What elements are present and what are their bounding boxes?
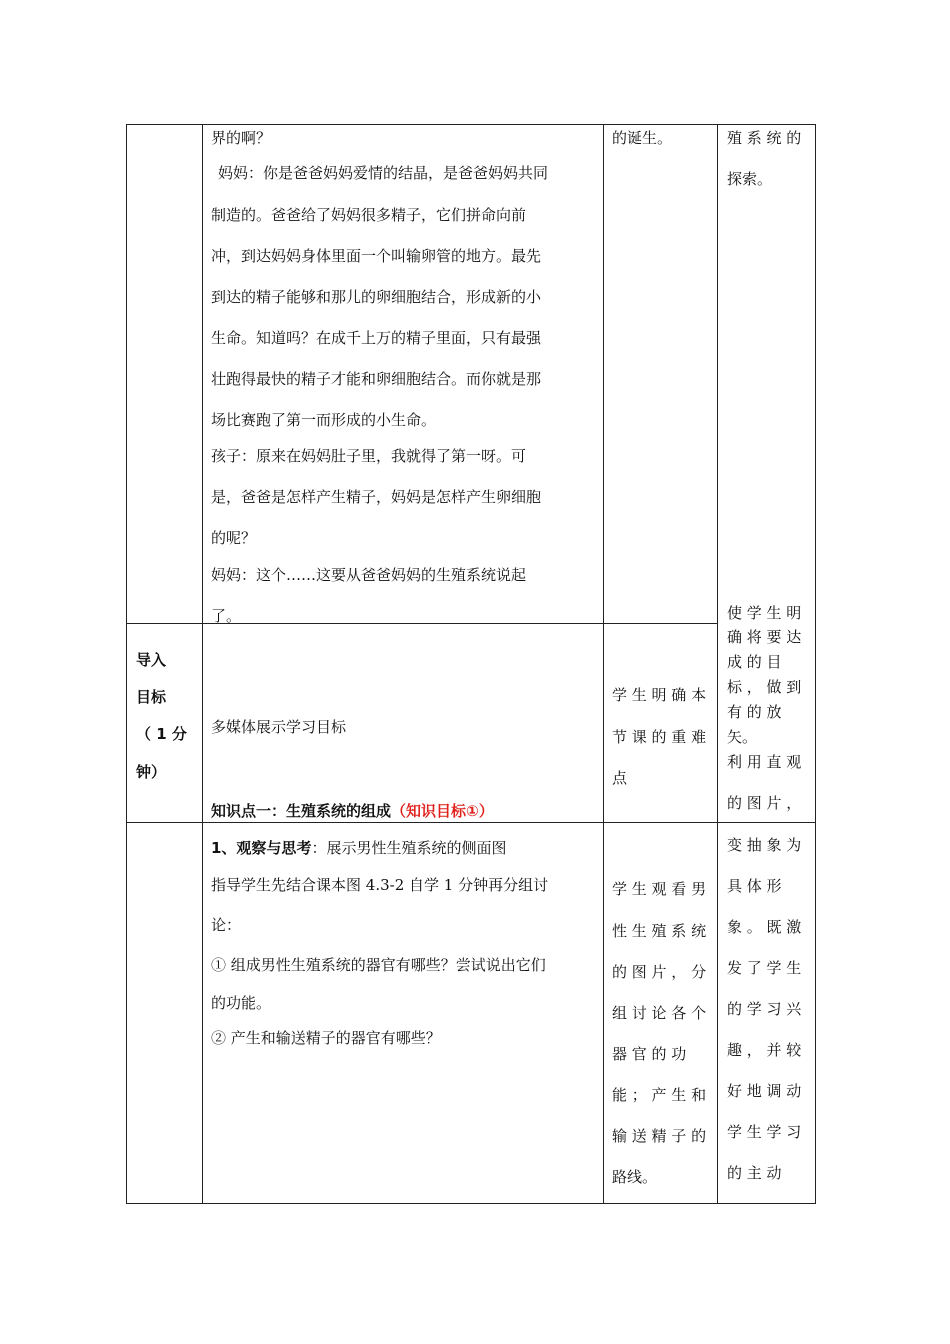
row3-col4-text: 具 体 形 bbox=[727, 877, 782, 895]
row3-instruction: 指导学生先结合课本图 4.3-2 自学 1 分钟再分组讨 bbox=[211, 876, 549, 894]
row-divider-2 bbox=[126, 822, 816, 823]
row3-col3-text: 能 ； 产 生 和 bbox=[612, 1086, 707, 1104]
row3-col4-text: 的 学 习 兴 bbox=[727, 1000, 802, 1018]
text-line: 孩子：原来在妈妈肚子里，我就得了第一呀。可 bbox=[211, 447, 527, 465]
text-line: 了。 bbox=[211, 607, 242, 625]
row2-col3-text: 节 课 的 重 难 bbox=[612, 728, 707, 746]
text-line: 制造的。爸爸给了妈妈很多精子，它们拼命向前 bbox=[211, 206, 527, 224]
row2-col4-text: 矢。 bbox=[727, 728, 758, 746]
row2-col4-text: 的 图 片 ， bbox=[727, 794, 802, 812]
row3-col3-text: 输 送 精 子 的 bbox=[612, 1127, 707, 1145]
text-line: 的呢？ bbox=[211, 529, 257, 547]
row2-col3-text: 学 生 明 确 本 bbox=[612, 686, 707, 704]
row2-col3-text: 点 bbox=[612, 769, 628, 787]
row3-col4-text: 变 抽 象 为 bbox=[727, 836, 802, 854]
observe-heading-rest: ：展示男性生殖系统的侧面图 bbox=[311, 839, 507, 857]
row3-question: ① 组成男性生殖系统的器官有哪些？尝试说出它们 bbox=[211, 956, 546, 974]
row-divider-1 bbox=[126, 623, 603, 624]
table-border-col1 bbox=[202, 124, 203, 1204]
row3-instruction: 论： bbox=[211, 916, 242, 934]
text-line: 冲，到达妈妈身体里面一个叫输卵管的地方。最先 bbox=[211, 247, 542, 265]
row3-question: ② 产生和输送精子的器官有哪些？ bbox=[211, 1029, 441, 1047]
row3-col3-text: 器 官 的 功 bbox=[612, 1045, 687, 1063]
row2-col4-text: 利 用 直 观 bbox=[727, 753, 802, 771]
row2-col4-text: 标 ， 做 到 bbox=[727, 678, 802, 696]
table-border-bottom bbox=[126, 1203, 816, 1204]
knowledge-heading-text: 知识点一：生殖系统的组成 bbox=[211, 802, 392, 820]
text-line: 壮跑得最快的精子才能和卵细胞结合。而你就是那 bbox=[211, 370, 542, 388]
row1-col4-text: 使 学 生 明 bbox=[727, 604, 802, 622]
row1-col3-text: 的诞生。 bbox=[612, 129, 673, 147]
row2-objectives-text: 多媒体展示学习目标 bbox=[211, 718, 347, 736]
row2-stage-label: 目标 bbox=[136, 688, 167, 706]
row3-observe-heading bbox=[211, 841, 506, 856]
knowledge-target-tag: （知识目标①） bbox=[391, 802, 494, 820]
table-border-right bbox=[815, 124, 816, 1204]
table-border-col3 bbox=[717, 124, 718, 1204]
row2-col4-text: 确 将 要 达 bbox=[727, 628, 802, 646]
row3-col3-text: 学 生 观 看 男 bbox=[612, 880, 707, 898]
row3-col3-text: 的 图 片 ， 分 bbox=[612, 963, 707, 981]
row3-col4-text: 趣 ， 并 较 bbox=[727, 1041, 802, 1059]
row3-col4-text: 的 主 动 bbox=[727, 1164, 782, 1182]
table-border-top bbox=[126, 124, 816, 125]
text-line: 到达的精子能够和那儿的卵细胞结合，形成新的小 bbox=[211, 288, 542, 306]
table-border-col2 bbox=[603, 124, 604, 1204]
row3-col4-text: 发 了 学 生 bbox=[727, 959, 802, 977]
row2-stage-label: 导入 bbox=[136, 651, 167, 669]
row2-knowledge-heading bbox=[211, 804, 494, 819]
row2-stage-label: 钟） bbox=[136, 763, 167, 781]
text-line: 生命。知道吗？在成千上万的精子里面，只有最强 bbox=[211, 329, 542, 347]
row3-col4-text: 学 生 学 习 bbox=[727, 1123, 802, 1141]
text-line: 妈妈：你是爸爸妈妈爱情的结晶，是爸爸妈妈共同 bbox=[218, 164, 549, 182]
row1-col4-text: 探索。 bbox=[727, 170, 773, 188]
row-divider-1b bbox=[603, 623, 717, 624]
row2-col4-text: 成 的 目 bbox=[727, 653, 782, 671]
observe-heading-label: 1、观察与思考 bbox=[211, 839, 312, 857]
row3-col3-text: 路线。 bbox=[612, 1168, 658, 1186]
row1-col4-text: 殖 系 统 的 bbox=[727, 129, 802, 147]
row2-stage-label: （ 1 分 bbox=[136, 725, 187, 743]
row3-col4-text: 好 地 调 动 bbox=[727, 1082, 802, 1100]
row3-question: 的功能。 bbox=[211, 994, 272, 1012]
row3-col3-text: 性 生 殖 系 统 bbox=[612, 922, 707, 940]
row2-col4-text: 有 的 放 bbox=[727, 703, 782, 721]
table-border-left bbox=[126, 124, 127, 1204]
text-line: 界的啊？ bbox=[211, 129, 272, 147]
text-line: 是，爸爸是怎样产生精子，妈妈是怎样产生卵细胞 bbox=[211, 488, 542, 506]
text-line: 妈妈：这个……这要从爸爸妈妈的生殖系统说起 bbox=[211, 566, 527, 584]
text-line: 场比赛跑了第一而形成的小生命。 bbox=[211, 411, 437, 429]
row3-col4-text: 象 。 既 激 bbox=[727, 918, 802, 936]
row3-col3-text: 组 讨 论 各 个 bbox=[612, 1004, 707, 1022]
